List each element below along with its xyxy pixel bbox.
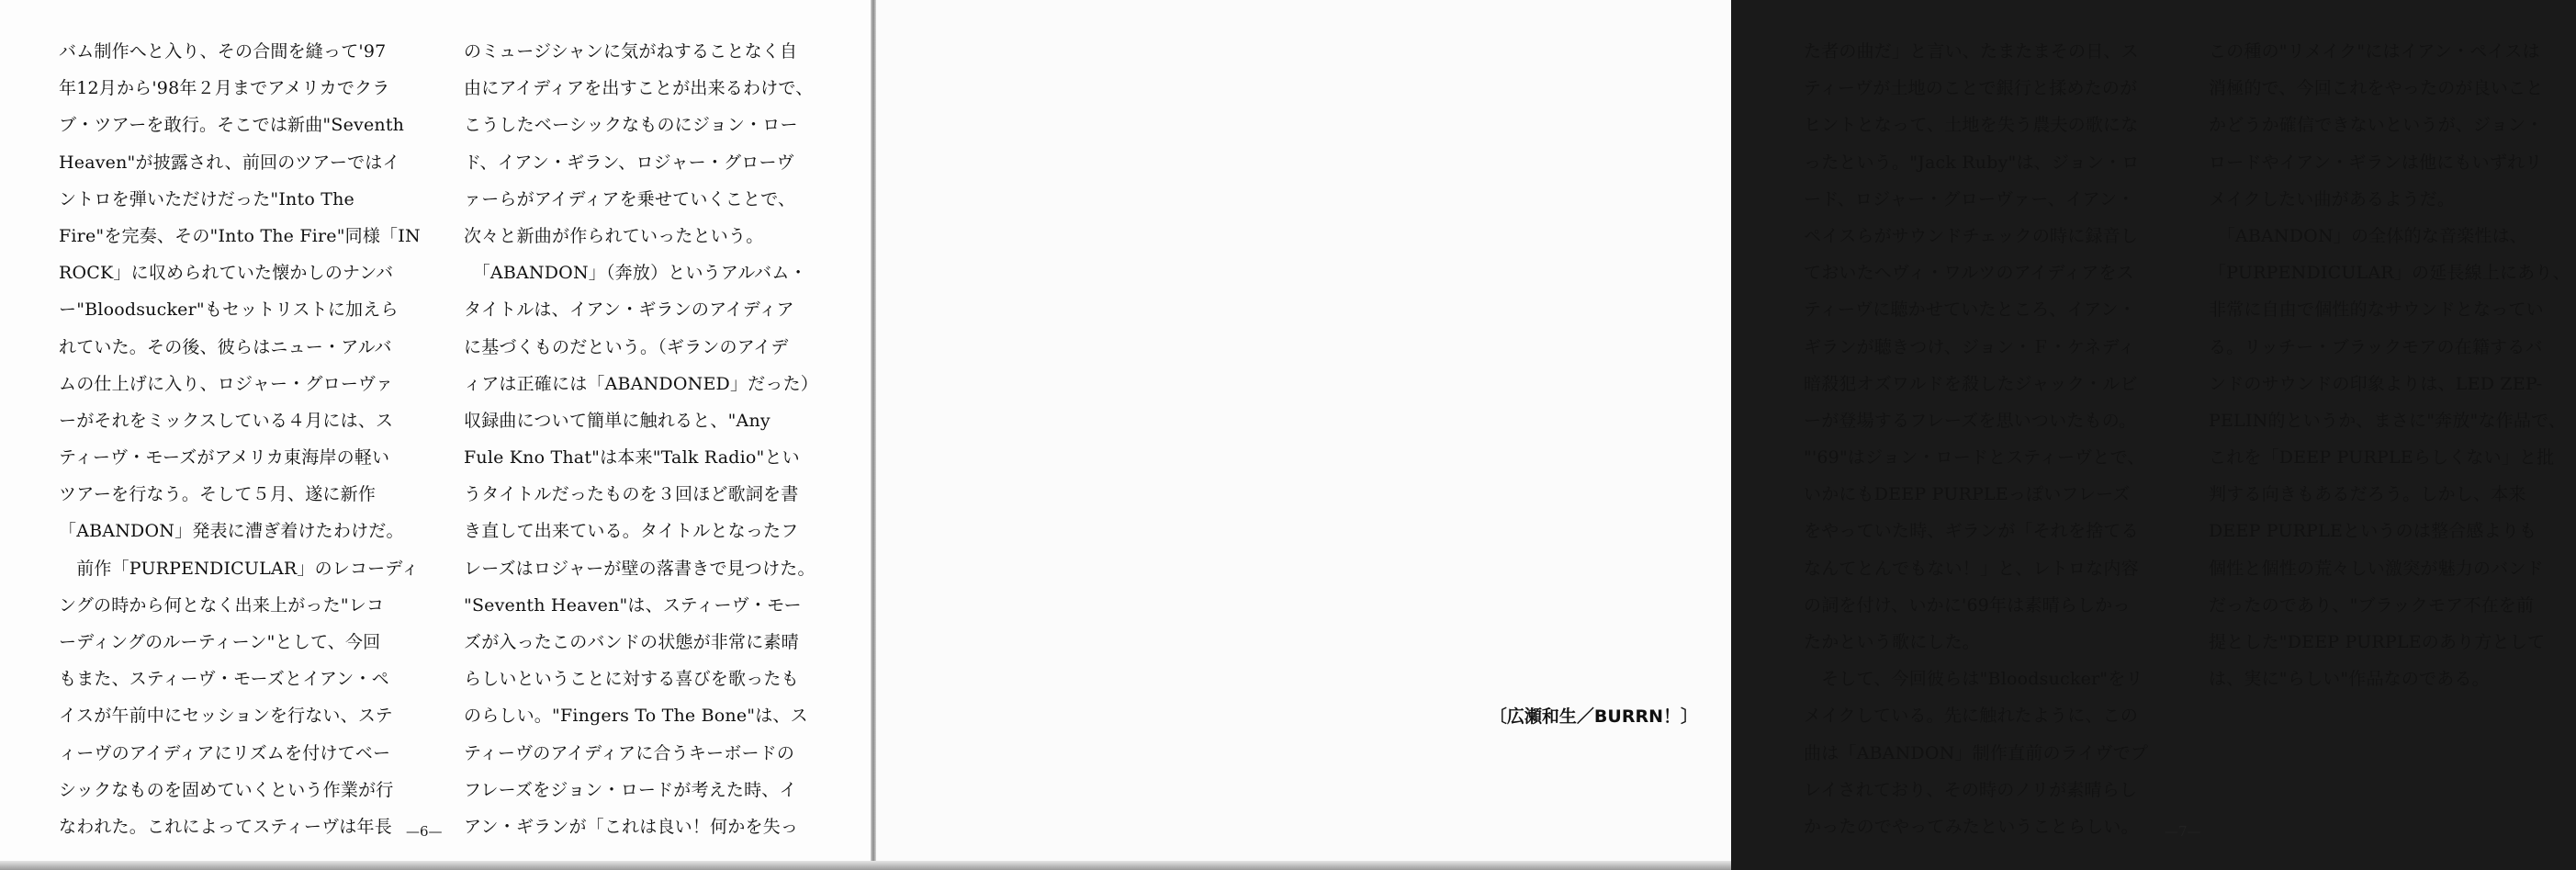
- text-line: 曲は「ABANDON」制作直前のライヴでプ: [1804, 742, 2149, 763]
- text-line: ティーヴが土地のことで銀行と揉めたのが: [1804, 78, 2138, 99]
- text-line: PELIN的というか、まさに"奔放"な作品で、: [2209, 410, 2567, 431]
- text-line: アン・ギランが「これは良い！何かを失っ: [464, 816, 799, 837]
- text-line: いかにもDEEP PURPLEっぽいフレーズ: [1804, 484, 2131, 505]
- text-line: ー"Bloodsucker"もセットリストに加えら: [59, 299, 399, 321]
- text-line: 暗殺犯オズワルドを殺したジャック・ルビ: [1804, 373, 2138, 394]
- text-line: 消極的で、今回これをやったのが良いこと: [2209, 78, 2544, 99]
- text-line: イスが午前中にセッションを行ない、ステ: [59, 706, 393, 727]
- left-page: [0, 0, 871, 870]
- text-line: かどうか確信できないというが、ジョン・: [2209, 115, 2544, 136]
- text-line: き直して出来ている。タイトルとなったフ: [464, 521, 799, 542]
- text-line: ておいたヘヴィ・ワルツのアイディアをス: [1804, 263, 2134, 284]
- text-column-2: [464, 33, 840, 845]
- text-line: ROCK」に収められていた懐かしのナンバ: [59, 263, 394, 284]
- right-page: [876, 0, 2570, 870]
- text-line: 収録曲について簡単に触れると、"Any: [464, 410, 771, 431]
- text-line: 「ABANDON」の全体的な音楽性は、: [2209, 225, 2527, 246]
- text-line: 提とした"DEEP PURPLEのあり方として: [2209, 632, 2546, 652]
- text-line: ード、ロジャー・グローヴァー、イアン・: [1804, 188, 2135, 209]
- text-line: 次々と新曲が作られていったという。: [464, 225, 764, 246]
- text-line: の詞を付け、いかに'69年は素晴らしかっ: [1804, 594, 2131, 616]
- text-line: うタイトルだったものを３回ほど歌詞を書: [464, 484, 799, 505]
- text-line: バム制作へと入り、その合間を縫って'97: [59, 41, 387, 62]
- text-line: ィーヴのアイディアにリズムを付けてベー: [59, 742, 391, 763]
- text-line: 前作「PURPENDICULAR」のレコーディ: [59, 558, 420, 579]
- text-line: に基づくものだという。（ギランのアイデ: [464, 336, 789, 357]
- text-line: ァーらがアイディアを乗せていくことで、: [464, 188, 796, 209]
- text-line: ンドのサウンドの印象よりは、LED ZEP-: [2209, 373, 2543, 394]
- text-line: これを「DEEP PURPLEらしくない」と批: [2209, 447, 2555, 469]
- text-line: 由にアイディアを出すことが出来るわけで、: [464, 78, 814, 99]
- text-line: ティーヴのアイディアに合うキーボードの: [464, 742, 795, 763]
- author-signature: 〔広瀬和生／BURRN！〕: [1489, 706, 1698, 727]
- text-line: この種の"リメイク"にはイアン・ペイスは: [2209, 41, 2540, 62]
- text-line: ントロを弾いただけだった"Into The: [59, 188, 354, 209]
- text-column-1: [59, 33, 426, 845]
- text-line: Fire"を完奏、その"Into The Fire"同様「IN: [59, 225, 421, 246]
- text-line: そして、今回彼らは"Bloodsucker"をリ: [1804, 669, 2143, 690]
- text-line: ィアは正確には「ABANDONED」だった）: [464, 373, 818, 394]
- text-line: ツアーを行なう。そして５月、遂に新作: [59, 484, 377, 505]
- text-line: DEEP PURPLEというのは整合感よりも: [2209, 521, 2537, 542]
- text-line: シックなものを固めていくという作業が行: [59, 779, 394, 800]
- text-line: メイクしたい曲があるようだ。: [2209, 188, 2456, 209]
- text-line: Fule Kno That"は本来"Talk Radio"とい: [464, 447, 800, 469]
- text-line: ギランが聴きつけ、ジョン・Ｆ・ケネディ: [1804, 336, 2136, 357]
- text-line: ムの仕上げに入り、ロジャー・グローヴァ: [59, 373, 394, 394]
- text-line: ティーヴに聴かせていたところ、イアン・: [1804, 299, 2136, 321]
- text-line: ティーヴ・モーズがアメリカ東海岸の軽い: [59, 447, 390, 469]
- page-number-left: —6—: [406, 823, 443, 840]
- text-line: 年12月から'98年２月までアメリカでクラ: [59, 78, 390, 99]
- text-column-3: [1804, 33, 2171, 845]
- text-line: かったのでやってみたということらしい。: [1804, 816, 2139, 837]
- text-line: 「PURPENDICULAR」の延長線上にあり、: [2209, 263, 2570, 284]
- text-line: 非常に自由で個性的なサウンドとなってい: [2209, 299, 2544, 321]
- text-column-4: [2209, 33, 2576, 697]
- text-line: ーが登場するフレーズを思いついたもの。: [1804, 410, 2137, 431]
- text-line: る。リッチー・ブラックモアの在籍するバ: [2209, 336, 2543, 357]
- page-bottom-edge: [0, 861, 1731, 870]
- text-line: こうしたベーシックなものにジョン・ロー: [464, 115, 798, 136]
- text-line: フレーズをジョン・ロードが考えた時、イ: [464, 779, 797, 800]
- text-line: れていた。その後、彼らはニュー・アルバ: [59, 336, 392, 357]
- text-line: ブ・ツアーを敢行。そこでは新曲"Seventh: [59, 115, 405, 136]
- text-line: のミュージシャンに気がねすることなく自: [464, 41, 798, 62]
- text-line: レーズはロジャーが壁の落書きで見つけた。: [464, 558, 816, 579]
- text-line: た者の曲だ」と言い、たまたまその日、ス: [1804, 41, 2139, 62]
- text-line: らしいということに対する喜びを歌ったも: [464, 669, 799, 690]
- text-line: ったという。"Jack Ruby"は、ジョン・ロ: [1804, 152, 2140, 173]
- text-line: ロードやイアン・ギランは他にもいずれリ: [2209, 152, 2543, 173]
- text-line: ペイスらがサウンドチェックの時に録音し: [1804, 225, 2139, 246]
- text-line: 判する向きもあるだろう。しかし、本来: [2209, 484, 2526, 505]
- text-line: 「ABANDON」（奔放）というアルバム・: [464, 263, 807, 284]
- text-line: 個性と個性の荒々しい激突が魅力のバンド: [2209, 558, 2544, 579]
- text-line: レイされており、その時のノリが素晴らし: [1804, 779, 2138, 800]
- text-line: "Seventh Heaven"は、スティーヴ・モー: [464, 594, 802, 616]
- text-line: もまた、スティーヴ・モーズとイアン・ペ: [59, 669, 389, 690]
- text-line: ーがそれをミックスしている４月には、ス: [59, 410, 394, 431]
- text-line: は、実に"らしい"作品なのである。: [2209, 669, 2490, 690]
- text-line: 「ABANDON」発表に漕ぎ着けたわけだ。: [59, 521, 404, 542]
- text-line: たかという歌にした。: [1804, 632, 1981, 652]
- text-line: なんてとんでもない！」と、レトロな内容: [1804, 558, 2139, 579]
- text-line: タイトルは、イアン・ギランのアイディア: [464, 299, 794, 321]
- text-line: をやっていた時、ギランが「それを捨てる: [1804, 521, 2139, 542]
- text-line: ーディングのルーティーン"として、今回: [59, 632, 381, 652]
- text-line: Heaven"が披露され、前回のツアーではイ: [59, 152, 400, 173]
- text-line: ズが入ったこのバンドの状態が非常に素晴: [464, 632, 799, 652]
- page-number-right: —7—: [2165, 823, 2201, 840]
- text-line: "'69"はジョン・ロードとスティーヴとで、: [1804, 447, 2145, 469]
- text-line: ド、イアン・ギラン、ロジャー・グローヴ: [464, 152, 794, 173]
- text-line: のらしい。"Fingers To The Bone"は、ス: [464, 706, 808, 727]
- text-line: ヒントとなって、土地を失う農夫の歌にな: [1804, 115, 2139, 136]
- text-line: ングの時から何となく出来上がった"レコ: [59, 594, 385, 616]
- text-line: だったのであり、"ブラックモア不在を前: [2209, 594, 2535, 616]
- text-line: メイクしている。先に触れたように、この: [1804, 706, 2139, 727]
- text-line: なわれた。これによってスティーヴは年長: [59, 816, 392, 837]
